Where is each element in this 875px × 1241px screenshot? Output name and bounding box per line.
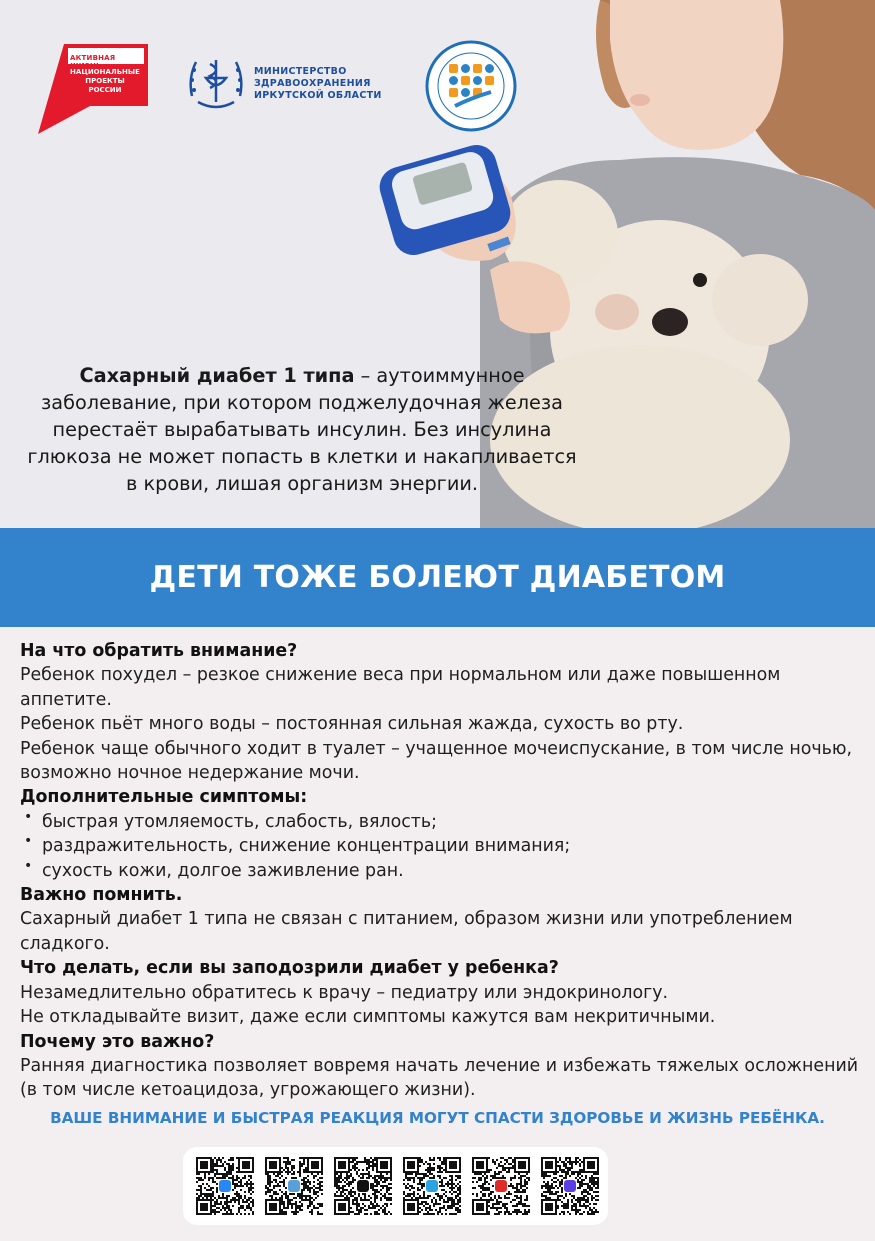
why-text: Ранняя диагностика позволяет вовремя начать лечение и избежать тяжелых осложнений (в том числе кетоацидоза, угрожающего жизни). xyxy=(20,1055,859,1101)
title-banner xyxy=(0,528,875,627)
public-health-center-logo xyxy=(425,40,517,132)
qr-code[interactable] xyxy=(196,1157,254,1215)
hero-section xyxy=(0,0,875,528)
intro-definition: – аутоиммунное заболевание, при котором поджелудочная железа перестаёт вырабатывать инсулин. Без инсулина глюкоза не может попасть в клетки и накапливается в крови, лишая организм энергии. xyxy=(27,364,577,495)
bowl-of-hygieia-icon xyxy=(184,52,248,112)
action-heading: Что делать, если вы заподозрили диабет у ребенка? xyxy=(20,958,559,979)
ministry-name: МИНИСТЕРСТВО ЗДРАВООХРАНЕНИЯ ИРКУТСКОЙ ОБЛАСТИ xyxy=(254,66,382,101)
telegram-icon xyxy=(426,1180,438,1192)
qr-code[interactable] xyxy=(472,1157,530,1215)
national-projects-top-label: АКТИВНАЯ ЖИЗНЬ xyxy=(70,54,116,70)
public-health-center-emblem-icon xyxy=(425,40,517,132)
qr-code[interactable] xyxy=(334,1157,392,1215)
attention-heading: На что обратить внимание? xyxy=(20,641,298,661)
youtube-icon xyxy=(495,1180,507,1192)
qr-code[interactable] xyxy=(541,1157,599,1215)
qr-code[interactable] xyxy=(403,1157,461,1215)
symptom-item: • быстрая утомляемость, слабость, вялость; xyxy=(20,810,860,834)
national-projects-logo xyxy=(36,42,148,134)
gosuslugi-icon xyxy=(288,1180,300,1192)
attention-line: Ребенок пьёт много воды – постоянная сильная жажда, сухость во рту. xyxy=(20,714,684,735)
why-heading: Почему это важно? xyxy=(20,1031,215,1052)
intro-term: Сахарный диабет 1 типа xyxy=(79,364,355,387)
ministry-logo xyxy=(184,52,384,112)
attention-line: Ребенок похудел – резкое снижение веса при нормальном или даже повышенном аппетите. xyxy=(20,665,781,710)
qr-code[interactable] xyxy=(265,1157,323,1215)
action-line: Незамедлительно обратитесь к врачу – педиатру или эндокринологу. xyxy=(20,982,669,1003)
symptoms-heading: Дополнительные симптомы: xyxy=(20,787,308,808)
page-title: ДЕТИ ТОЖЕ БОЛЕЮТ ДИАБЕТОМ xyxy=(149,560,726,595)
symptom-item: • раздражительность, снижение концентрации внимания; xyxy=(20,834,860,858)
intro-text xyxy=(22,362,582,497)
attention-line: Ребенок чаще обычного ходит в туалет – учащенное мочеиспускание, в том числе ночью, возможно ночное недержание мочи. xyxy=(20,738,853,784)
max-messenger-icon xyxy=(564,1180,576,1192)
remember-heading: Важно помнить. xyxy=(20,885,183,906)
action-line: Не откладывайте визит, даже если симптомы кажутся вам некритичными. xyxy=(20,1007,716,1028)
vk-icon xyxy=(219,1180,231,1192)
remember-text: Сахарный диабет 1 типа не связан с питанием, образом жизни или употреблением сладкого. xyxy=(20,909,793,954)
national-projects-text: НАЦИОНАЛЬНЫЕ ПРОЕКТЫ РОССИИ xyxy=(70,68,140,94)
callout-text: ВАШЕ ВНИМАНИЕ И БЫСТРАЯ РЕАКЦИЯ МОГУТ СПАСТИ ЗДОРОВЬЕ И ЖИЗНЬ РЕБЁНКА. xyxy=(50,1109,825,1127)
symptom-item: • сухость кожи, долгое заживление ран. xyxy=(20,859,860,883)
qr-plain-icon xyxy=(357,1180,369,1192)
info-content xyxy=(20,639,860,1103)
